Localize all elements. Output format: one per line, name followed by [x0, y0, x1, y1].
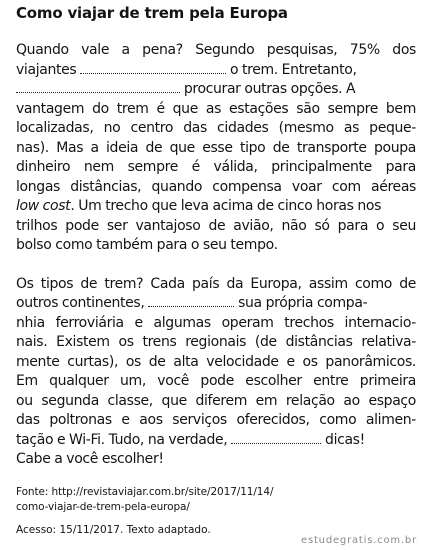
text-line: localizadas, no centro das cidades (mesmo as peque-: [16, 120, 416, 136]
text-line: mente curtas), os de alta velocidade e os panorâmicos.: [16, 353, 416, 370]
paragraph-1: [16, 41, 416, 256]
fill-in-blank-4: [231, 431, 321, 444]
text-line: [16, 197, 416, 217]
text-line: trilhos pode ser vantajoso de avião, não só para o seu: [16, 217, 416, 234]
text-line: Quando vale a pena? Segundo pesquisas, 75% dos: [16, 42, 416, 58]
text-line: Cabe a você escolher!: [16, 451, 164, 467]
fill-in-blank-1: [80, 61, 226, 74]
watermark: estudegratis.com.br: [301, 535, 417, 546]
text-segment: o trem. Entretanto,: [229, 61, 357, 78]
source-line: como-viajar-de-trem-pela-europa/: [16, 500, 190, 513]
text-line: nais. Existem os trens regionais (de distâncias relativa-: [16, 334, 416, 350]
text-line: longas distâncias, quando compensa voar com aéreas: [16, 178, 416, 195]
text-line: Em qualquer um, você pode escolher entre primeira: [16, 373, 416, 389]
text-line: dinheiro nem sempre é válida, principalmente para: [16, 159, 416, 175]
text-line-with-blank: [16, 61, 416, 81]
italic-term: low cost: [16, 198, 71, 214]
source-citation: [16, 485, 416, 515]
text-line: ou segunda classe, que diferem em relação ao espaço: [16, 392, 416, 409]
text-segment: procurar outras opções. A: [183, 81, 356, 97]
article-title: Como viajar de trem pela Europa: [16, 4, 288, 22]
text-segment: outros continentes,: [16, 295, 145, 311]
text-segment: sua própria compa-: [238, 295, 368, 311]
text-segment: . Um trecho que leva acima de cinco horas nos: [70, 198, 382, 214]
text-line: bolso como também para o seu tempo.: [16, 237, 278, 253]
text-line-with-blank: [16, 294, 416, 314]
source-line: Fonte: http://revistaviajar.com.br/site/2017/11/14/: [16, 485, 274, 498]
text-line: Os tipos de trem? Cada país da Europa, assim como de: [16, 275, 416, 292]
text-line-with-blank: [16, 431, 416, 451]
access-date: Acesso: 15/11/2017. Texto adaptado.: [16, 523, 211, 536]
text-segment: viajantes: [16, 61, 77, 78]
fill-in-blank-2: [16, 80, 180, 93]
text-line: nhia ferroviária e algumas operam trechos internacio-: [16, 314, 416, 331]
text-line: vantagem do trem é que as estações são sempre bem: [16, 100, 416, 117]
text-line: das poltronas e aos serviços oferecidos, como alimen-: [16, 412, 416, 428]
fill-in-blank-3: [148, 294, 234, 307]
text-line: nas). Mas a ideia de que esse tipo de transporte poupa: [16, 139, 416, 156]
paragraph-2: [16, 275, 416, 470]
text-segment: dicas!: [325, 431, 365, 448]
document-page: [16, 4, 416, 538]
text-line-with-blank: [16, 80, 416, 100]
text-segment: tação e Wi-Fi. Tudo, na verdade,: [16, 431, 228, 448]
